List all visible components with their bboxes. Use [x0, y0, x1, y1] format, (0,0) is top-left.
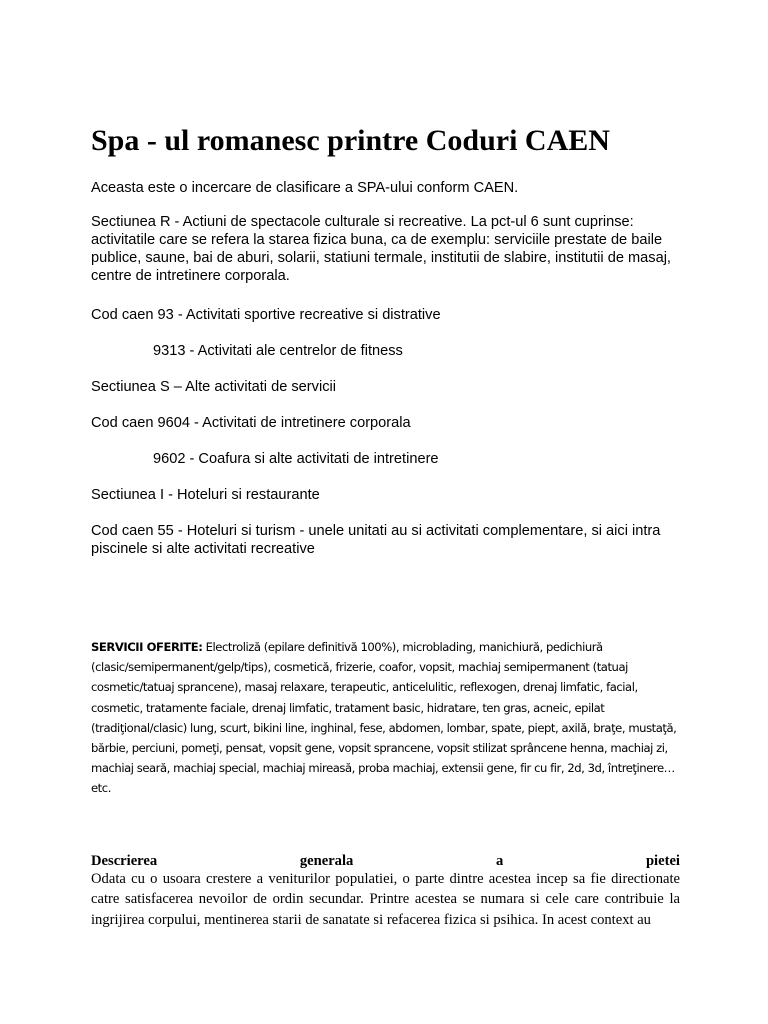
cod-93-line: Cod caen 93 - Activitati sportive recreative si distrative [91, 307, 441, 323]
market-heading [91, 852, 680, 870]
section-s-line: Sectiunea S – Alte activitati de servicii [91, 379, 336, 395]
cod-9604-line: Cod caen 9604 - Activitati de intretinere corporala [91, 415, 411, 431]
cod-9602-line: 9602 - Coafura si alte activitati de intretinere [153, 451, 439, 467]
cod-9313-line: 9313 - Activitati ale centrelor de fitness [153, 343, 403, 359]
section-i-line: Sectiunea I - Hoteluri si restaurante [91, 487, 320, 503]
heading-word: generala [299, 853, 354, 869]
services-text: Electroliză (epilare definitivă 100%), microblading, manichiură, pedichiură (clasic/semipermanent/gelp/tips), cosmetică, frizerie, coafor, vopsit, machiaj semipermanent (tatuaj cosmetic/tatuaj sprancene), masaj relaxare, terapeutic, anticelulitic, reflexogen, drenaj limfatic, facial, cosmetic, tratamente faciale, drenaj limfatic, tratament basic, hidratare, ten gras, acneic, epilat (tradiţional/clasic) lung, scurt, bikini line, inghinal, fese, abdomen, lombar, spate, piept, axilă, braţe, mustaţă, bărbie, perciuni, pomeţi, pensat, vopsit gene, vopsit sprancene, vopsit stilizat sprâncene henna, machiaj zi, machiaj seară, machiaj special, machiaj mireasă, proba machiaj, extensii gene, fir cu fir, 2d, 3d, întreţinere… etc. [91, 640, 677, 796]
services-paragraph [91, 637, 681, 799]
intro-paragraph: Aceasta este o incercare de clasificare a SPA-ului conform CAEN. [91, 180, 519, 196]
section-r-paragraph: Sectiunea R - Actiuni de spectacole culturale si recreative. La pct-ul 6 sunt cuprinse: activitatile care se refera la starea fizica buna, ca de exemplu: serviciile prestate de baile publice, saune, bai de aburi, solarii, statiuni termale, institutii de slabire, institutii de masaj, centre de intretinere corporala. [91, 214, 671, 284]
heading-word: Descrierea [91, 853, 158, 869]
heading-word: pietei [645, 853, 680, 869]
market-paragraph: Odata cu o usoara crestere a veniturilor populatiei, o parte dintre acestea incep sa fie directionate catre satisfacerea nevoilor de ordin secundar. Printre acestea se numara si cele care contribuie la ingrijirea corpului, mentinerea starii de sanatate si refacerea fizica si psihica. In acest context au [91, 871, 680, 928]
cod-55-paragraph: Cod caen 55 - Hoteluri si turism - unele unitati au si activitati complementare, si aici intra piscinele si alte activitati recreative [91, 523, 661, 557]
services-label: SERVICII OFERITE: [91, 640, 203, 654]
page-title: Spa - ul romanesc printre Coduri CAEN [91, 124, 610, 157]
heading-word: a [495, 853, 504, 869]
